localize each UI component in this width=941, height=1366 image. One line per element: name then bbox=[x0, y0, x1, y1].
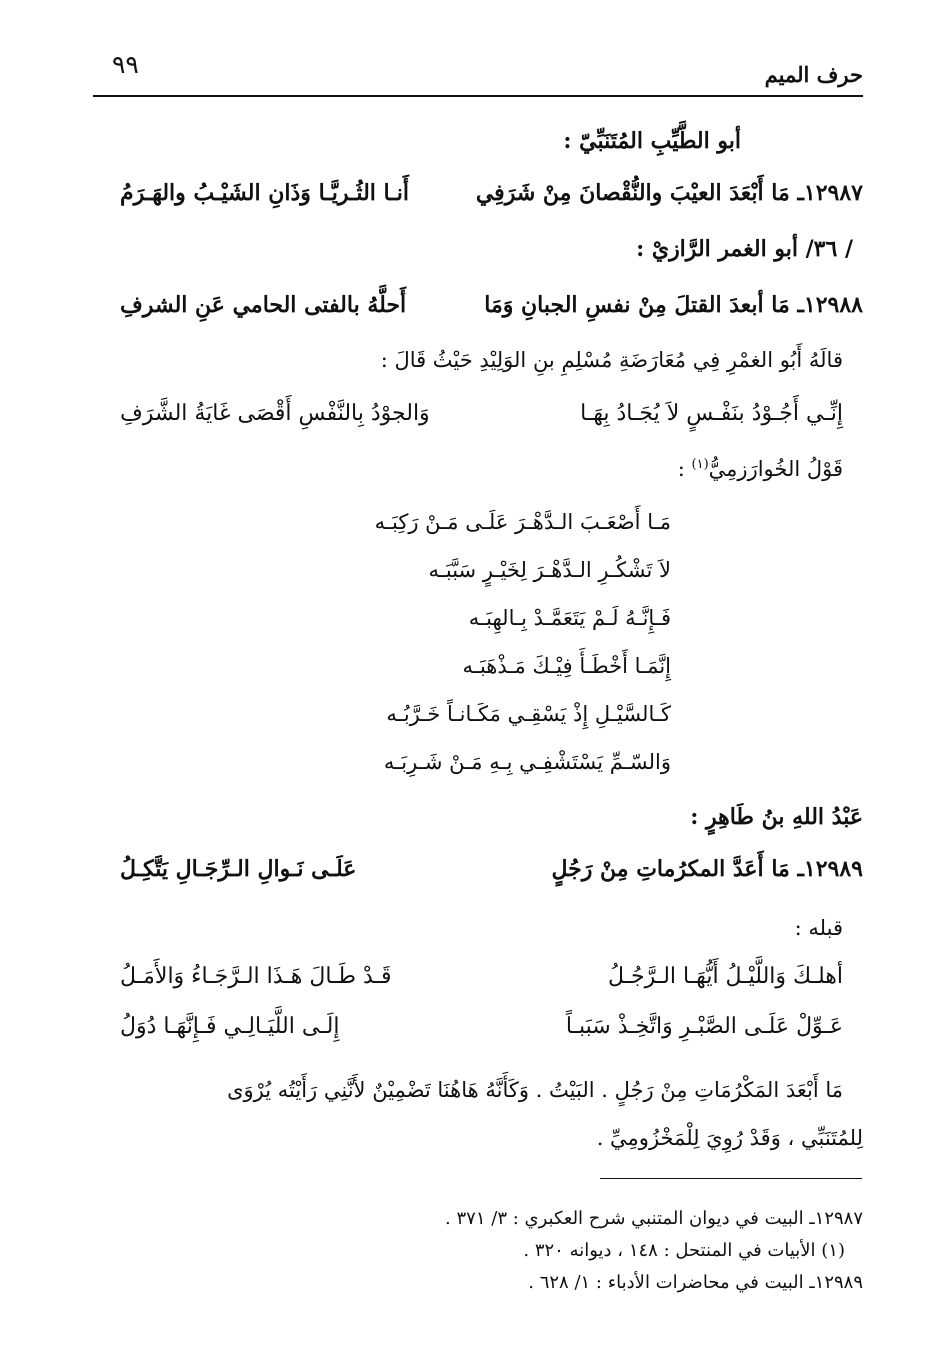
preceding-verse-2-second-hemistich: إِلَـى اللَّيَـالِـي فَـإِنَّهَـا دُوَلُ bbox=[120, 1014, 340, 1039]
preceding-verse-2-first-hemistich: عَـوِّلْ عَلَـى الصَّبْـرِ وَاتَّخِـذْ سَبَبـاً bbox=[565, 1014, 843, 1039]
verse-12989-first-hemistich: ١٢٩٨٩ـ مَا أَعَدَّ المكرُماتِ مِنْ رَجُلٍ bbox=[551, 856, 863, 882]
verse-12988-first-hemistich: ١٢٩٨٨ـ مَا أبعدَ القتلَ مِنْ نفسِ الجبانِ وَمَا bbox=[484, 292, 863, 318]
preceding-verse-1-second-hemistich: قَـدْ طَـالَ هَـذَا الـرَّجَـاءُ وَالأَمَـلُ bbox=[120, 964, 392, 989]
preceding-verse-1-first-hemistich: أهلـكَ وَاللَّيْـلُ أَيُّهَـا الـرَّجُـلُ bbox=[607, 964, 843, 989]
header-rule bbox=[93, 95, 863, 97]
before-label: قبله : bbox=[794, 916, 843, 940]
quoted-verse-second-hemistich: وَالجوْدُ بِالنَّفْسِ أَقْصَى غَايَةُ الشَّرَفِ bbox=[120, 401, 430, 426]
quoted-verse-first-hemistich: إِنِّـي أَجُـوْدُ بنَفْـسٍ لاَ يُجَـادُ بِهَـا bbox=[580, 401, 843, 426]
attribution-mutanabbi: أبو الطَّيِّبِ المُتَنَبِّيّ : bbox=[563, 128, 741, 154]
poem-line: كَـالسَّيْـلِ إِذْ يَسْقِـي مَكَـانـاً خَـرَّبُـه bbox=[386, 702, 671, 726]
footnote: ١٢٩٨٧ـ البيت في ديوان المتنبي شرح العكبري : ٣/ ٣٧١ . bbox=[445, 1208, 863, 1229]
chapter-title: حرف الميم bbox=[764, 62, 863, 87]
footnote: (١) الأبيات في المنتحل : ١٤٨ ، ديوانه ٣٢٠ . bbox=[523, 1240, 845, 1261]
verse-12988-second-hemistich: أَحلَّهُ بالفتى الحامي عَنِ الشرفِ bbox=[120, 292, 407, 318]
poem-line: وَالسّـمِّ يَسْتَشْفِـي بِـهِ مَـنْ شَـرِبَـه bbox=[383, 750, 671, 774]
poem-line: إِنَّمَـا أَخْطَـأَ فِيْـكَ مَـذْهَبَـه bbox=[462, 654, 671, 678]
footnote-rule bbox=[600, 1178, 862, 1179]
verse-12987-second-hemistich: أَنـا الثُـريَّـا وَذَانِ الشَيْـبُ والهَـرَمُ bbox=[120, 180, 409, 206]
poem-line: فَـإِنَّـهُ لَـمْ يَتَعَمَّـدْ بِـالهِبَـه bbox=[468, 606, 671, 630]
poem-line: مَـا أَصْعَـبَ الـدَّهْـرَ عَلَـى مَـنْ رَكِبَـه bbox=[374, 510, 671, 534]
verse-12989-second-hemistich: عَلَـى نَـوالِ الـرِّجَـالِ يَتَّكِـلُ bbox=[120, 856, 357, 882]
commentary-line: لِلمُتَنَبِّي ، وَقَدْ رُوِيَ لِلْمَخْزُومِيِّ . bbox=[596, 1126, 863, 1150]
attribution-abdullah-ibn-tahir: عَبْدُ اللهِ بنُ طَاهِرٍ : bbox=[690, 804, 863, 830]
khwarazmi-intro-colon: : bbox=[677, 457, 685, 481]
footnote-reference: (١) bbox=[691, 457, 709, 472]
khwarazmi-intro bbox=[678, 458, 843, 480]
commentary-paragraph: قالَهُ أَبُو الغمْرِ فِي مُعَارَضَةِ مُسْلِمِ بنِ الوَلِيْدِ حَيْثُ قَالَ : bbox=[380, 348, 843, 372]
page-number: ٩٩ bbox=[112, 50, 139, 79]
footnote: ١٢٩٨٩ـ البيت في محاضرات الأدباء : ١/ ٦٢٨ . bbox=[528, 1272, 863, 1293]
verse-12987-first-hemistich: ١٢٩٨٧ـ مَا أَبْعَدَ العيْبَ والنُّقْصانَ مِنْ شَرَفِي bbox=[475, 180, 863, 206]
commentary-line: مَا أَبْعَدَ المَكْرُمَاتِ مِنْ رَجُلٍ . البَيْتُ . وَكَأَنَّهُ هَاهُنَا تَضْمِيْنٌ لأَنَّنِي رَأَيْتُه يُرْوَى bbox=[227, 1078, 843, 1102]
poem-line: لاَ تَشْكُـرِ الـدَّهْـرَ لِخَيْـرٍ سَبَّبَـه bbox=[428, 558, 671, 582]
khwarazmi-intro-text: قَوْلُ الخُوارَزمِيُّ bbox=[708, 457, 843, 481]
attribution-abu-alghamr: / ٣٦/ أبو الغمر الرَّازيْ : bbox=[636, 236, 853, 262]
